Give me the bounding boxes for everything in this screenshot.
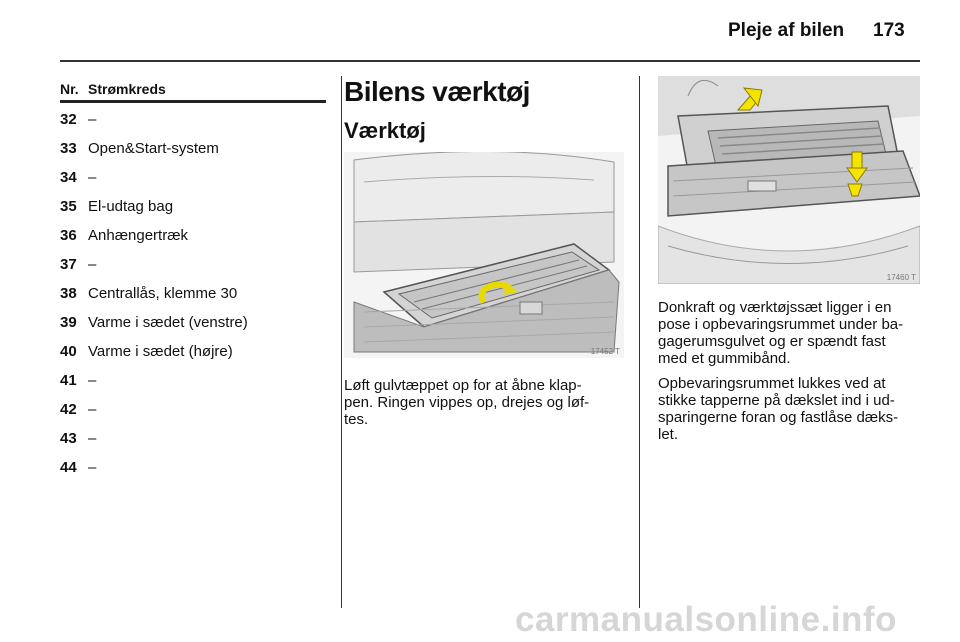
text-line: sparingerne foran og fastlåse dæks- [658,409,899,426]
text-line: tes. [344,411,369,428]
text-line: gagerumsgulvet og er spændt fast [658,333,886,350]
fuse-number: 40 [60,343,77,360]
table-row [60,161,326,190]
column-header-nr: Nr. [60,81,79,97]
paragraph-close-compartment [658,375,926,443]
table-row [60,103,326,132]
fuse-table [60,80,326,480]
table-row [60,219,326,248]
fuse-number: 35 [60,198,77,215]
table-row [60,132,326,161]
text-line: let. [658,426,679,443]
circuit-name: – [88,169,97,186]
section-subheading: Værktøj [344,118,426,143]
text-line: stikke tapperne på dækslet ind i ud- [658,392,895,409]
table-body [60,103,326,480]
fuse-number: 38 [60,285,77,302]
circuit-name: – [88,401,97,418]
circuit-name: Centrallås, klemme 30 [88,285,238,302]
table-row [60,190,326,219]
column-header-circuit: Strømkreds [88,81,166,97]
text-line: pen. Ringen vippes op, drejes og løf- [344,394,590,411]
text-line: Løft gulvtæppet op for at åbne klap- [344,377,582,394]
header-divider [60,60,920,62]
paragraph-open-floor [344,377,632,428]
trunk-floor-illustration [344,152,624,358]
circuit-name: Open&Start-system [88,140,219,157]
circuit-name: Varme i sædet (højre) [88,343,233,360]
table-row [60,393,326,422]
fuse-number: 44 [60,459,77,476]
table-row [60,364,326,393]
fuse-number: 42 [60,401,77,418]
paragraph-jack-location [658,299,926,367]
page-header-title: Pleje af bilen [728,20,845,41]
fuse-number: 41 [60,372,77,389]
column-divider-right [639,76,640,608]
table-row [60,422,326,451]
fuse-number: 33 [60,140,77,157]
page-number: 173 [873,20,905,41]
fuse-number: 32 [60,111,77,128]
fuse-number: 34 [60,169,77,186]
text-line: med et gummibånd. [658,350,791,367]
storage-compartment-illustration [658,76,920,284]
circuit-name: – [88,111,97,128]
figure-code: 17452 T [590,347,620,356]
figure-code: 17460 T [886,273,916,282]
watermark-logo: carmanualsonline.info [515,600,897,639]
table-row [60,277,326,306]
circuit-name: El-udtag bag [88,198,174,215]
circuit-name: – [88,459,97,476]
fuse-number: 37 [60,256,77,273]
table-row [60,306,326,335]
table-row [60,451,326,480]
fuse-number: 43 [60,430,77,447]
circuit-name: – [88,372,97,389]
table-row [60,335,326,364]
circuit-name: – [88,430,97,447]
fuse-number: 36 [60,227,77,244]
table-row [60,248,326,277]
circuit-name: Anhængertræk [88,227,189,244]
circuit-name: – [88,256,97,273]
table-header [60,80,326,103]
column-divider-left [341,76,342,608]
text-line: Opbevaringsrummet lukkes ved at [658,375,886,392]
text-line: Donkraft og værktøjssæt ligger i en [658,299,892,316]
fuse-number: 39 [60,314,77,331]
section-heading: Bilens værktøj [344,76,530,107]
circuit-name: Varme i sædet (venstre) [88,314,248,331]
text-line: pose i opbevaringsrummet under ba- [658,316,904,333]
